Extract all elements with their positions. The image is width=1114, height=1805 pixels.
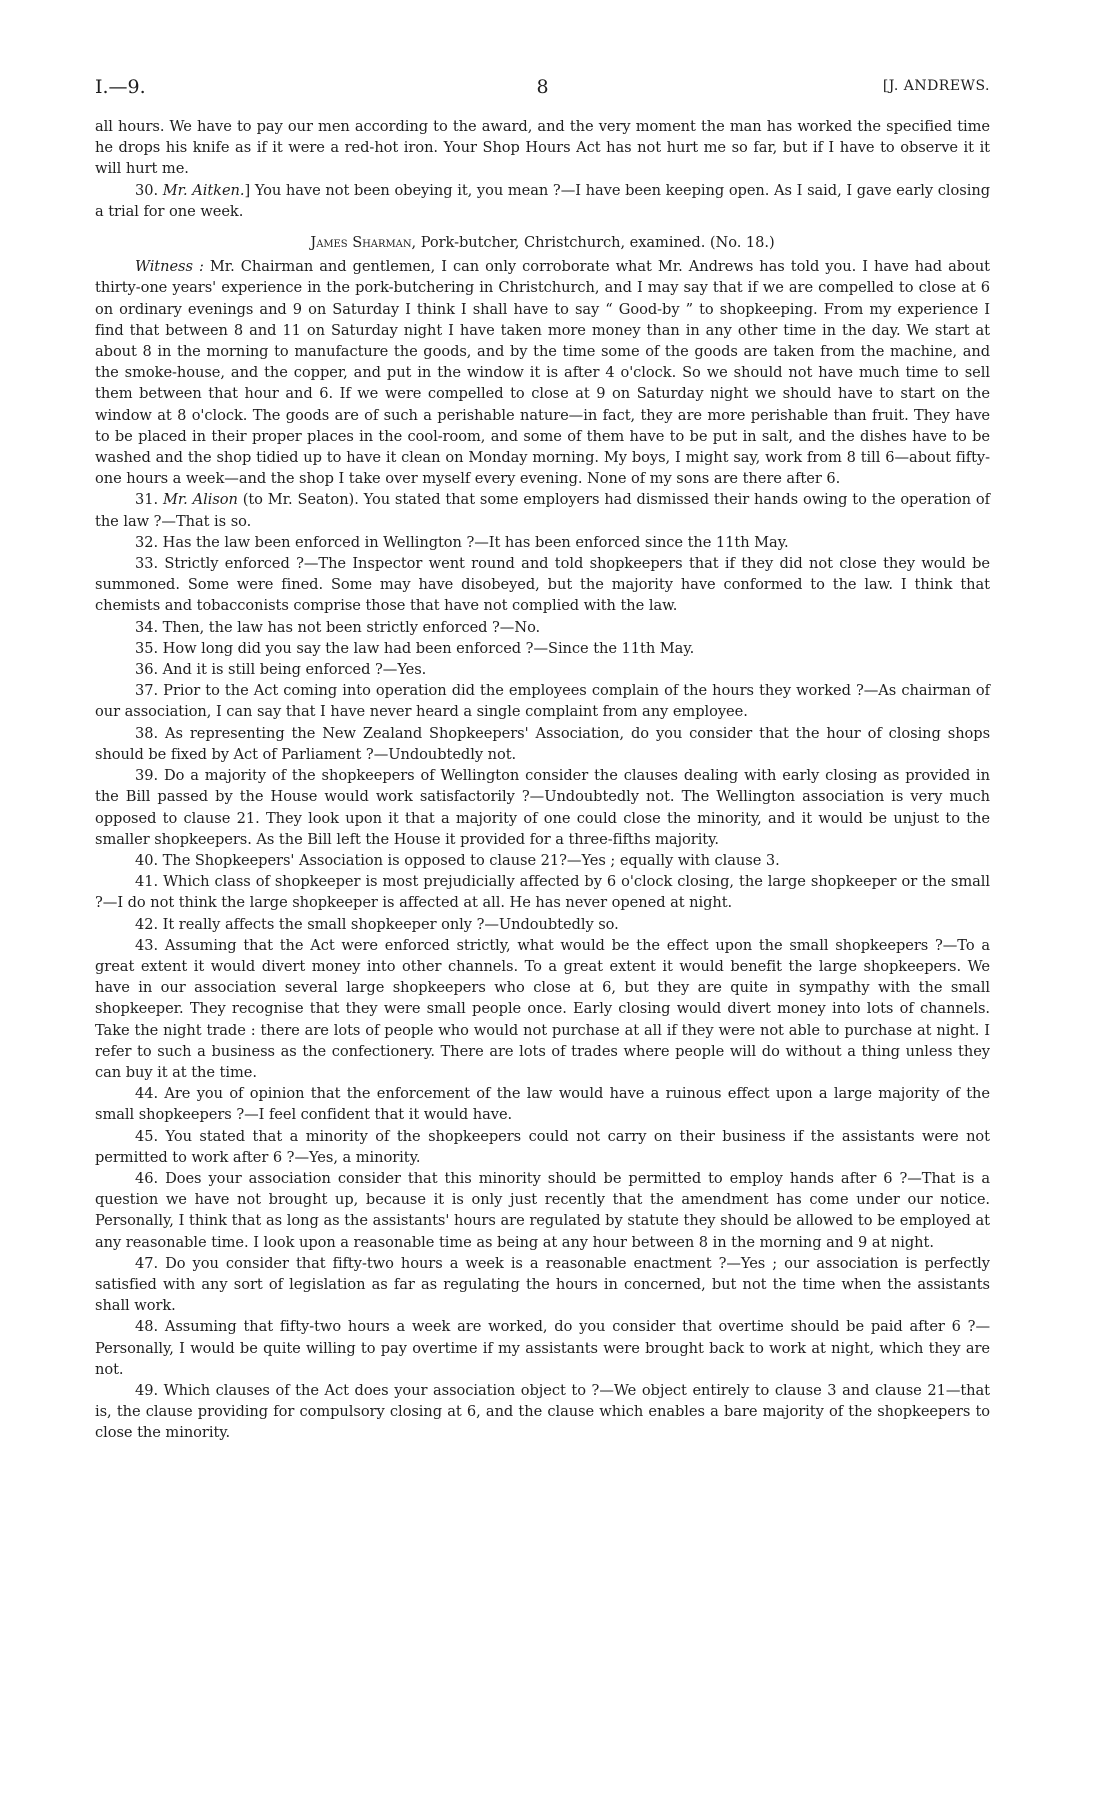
paragraph-text: Assuming that fifty-two hours a week are worked, do you consider that overtime should be paid after 6 ?—Personally, I would be quite willing to pay overtime if my assistants were brought back to work at night, which they are not.: [95, 1318, 990, 1378]
paragraph-text: And it is still being enforced ?—Yes.: [162, 661, 427, 679]
document-body: [95, 116, 990, 1444]
witness-label: Witness :: [135, 258, 204, 276]
testimony-paragraph: [95, 180, 990, 222]
testimony-paragraph: [95, 1380, 990, 1444]
testimony-paragraph: [95, 617, 990, 638]
paragraph-text: Do a majority of the shopkeepers of Wellington consider the clauses dealing with early closing as provided in the Bill passed by the House would work satisfactorily ?—Undoubtedly not. The Wellington association is very much opposed to clause 21. They look upon it that a majority of one could close the minority, and it would be unjust to the smaller shopkeepers. As the Bill left the House it provided for a three-fifths majority.: [95, 767, 990, 848]
speaker-name: Mr. Alison: [162, 491, 238, 509]
page-header: [95, 76, 990, 106]
testimony-paragraph: [95, 914, 990, 935]
question-number: 43.: [135, 936, 159, 954]
speaker-name: Mr. Aitken.: [162, 181, 245, 199]
testimony-paragraph: [95, 553, 990, 617]
question-number: 38.: [135, 724, 159, 742]
testimony-paragraph: [95, 765, 990, 850]
question-number: 41.: [135, 873, 159, 891]
page-number: 8: [536, 76, 549, 98]
question-number: 45.: [135, 1127, 159, 1145]
paragraph-text: ] You have not been obeying it, you mean ?—I have been keeping open. As I said, I gave early closing a trial for one week.: [95, 181, 990, 220]
testimony-paragraph: [95, 532, 990, 553]
question-number: 47.: [135, 1254, 159, 1272]
question-number: 39.: [135, 767, 159, 785]
paragraph-text: Has the law been enforced in Wellington ?—It has been enforced since the 11th May.: [162, 533, 789, 551]
witness-running-head: [J. ANDREWS.: [882, 78, 990, 94]
question-number: 35.: [135, 639, 159, 657]
testimony-paragraph: [95, 680, 990, 722]
paragraph-text: Strictly enforced ?—The Inspector went round and told shopkeepers that if they did not close they would be summoned. Some were fined. Some may have disobeyed, but the majority have conformed to the law. I think that chemists and tobacconists comprise those that have not complied with the law.: [95, 555, 991, 615]
paragraph-text: Which clauses of the Act does your association object to ?—We object entirely to clause 3 and clause 21—that is, the clause providing for compulsory closing at 6, and the clause which enables a bare majority of the shopkeepers to close the minority.: [95, 1381, 990, 1442]
testimony-paragraph: [95, 256, 990, 489]
paragraph-text: Assuming that the Act were enforced strictly, what would be the effect upon the small shopkeepers ?—To a great extent it would divert money into other channels. To a great extent it would benefit the large shopkeepers. We have in our association several large shopkeepers who close at 6, but they are quite in sympathy with the small shopkeeper. They recognise that they were small people once. Early closing would divert money into lots of channels. Take the night trade : there are lots of people who would not purchase at all if they were not able to purchase at night. I refer to such a business as the confectionery. There are lots of trades where people will do without a thing unless they can buy it at the time.: [95, 936, 990, 1081]
paragraph-text: You stated that a minority of the shopkeepers could not carry on their business if the assistants were not permitted to work after 6 ?—Yes, a minority.: [95, 1127, 990, 1166]
question-number: 48.: [135, 1318, 159, 1336]
witness-heading: [95, 232, 990, 253]
paragraph-text: As representing the New Zealand Shopkeepers' Association, do you consider that the hour of closing shops should be fixed by Act of Parliament ?—Undoubtedly not.: [95, 724, 991, 763]
testimony-paragraph: [95, 850, 990, 871]
question-number: 33.: [135, 555, 159, 573]
paragraph-text: Do you consider that fifty-two hours a week is a reasonable enactment ?—Yes ; our association is perfectly satisfied with any sort of legislation as far as regulating the hours in concerned, but not the time when the assistants shall work.: [95, 1254, 990, 1315]
paragraph-text: Prior to the Act coming into operation did the employees complain of the hours they worked ?—As chairman of our association, I can say that I have never heard a single complaint from any employee.: [95, 682, 990, 721]
question-number: 30.: [135, 181, 159, 199]
testimony-paragraph: [95, 1126, 990, 1168]
testimony-paragraph: [95, 935, 990, 1083]
paragraph-text: How long did you say the law had been enforced ?—Since the 11th May.: [162, 639, 695, 657]
testimony-paragraph: [95, 723, 990, 765]
question-number: 46.: [135, 1169, 159, 1187]
paragraph-text: (to Mr. Seaton). You stated that some employers had dismissed their hands owing to the operation of the law ?—That is so.: [95, 491, 990, 530]
testimony-paragraph: [95, 638, 990, 659]
document-page: [95, 76, 990, 1444]
question-number: 31.: [135, 491, 159, 509]
testimony-paragraph: [95, 659, 990, 680]
question-number: 36.: [135, 661, 159, 679]
witness-name: James Sharman: [310, 234, 412, 252]
witness-description: , Pork-butcher, Christchurch, examined. (No. 18.): [411, 234, 775, 252]
paragraph-text: all hours. We have to pay our men according to the award, and the very moment the man has worked the specified time he drops his knife as if it were a red-hot iron. Your Shop Hours Act has not hurt me so far, but if I have to observe it it will hurt me.: [95, 118, 990, 178]
question-number: 44.: [135, 1085, 159, 1103]
question-number: 34.: [135, 618, 159, 636]
document-code: I.—9.: [95, 76, 146, 98]
paragraph-text: Then, the law has not been strictly enforced ?—No.: [162, 618, 541, 636]
testimony-paragraph: [95, 1253, 990, 1317]
paragraph-text: Which class of shopkeeper is most prejudicially affected by 6 o'clock closing, the large shopkeeper or the small ?—I do not think the large shopkeeper is affected at all. He has never opened at night.: [95, 873, 991, 912]
paragraph-text: Mr. Chairman and gentlemen, I can only corroborate what Mr. Andrews has told you. I have had about thirty-one years' experience in the pork-butchering in Christchurch, and I may say that if we are compelled to close at 6 on ordinary evenings and 9 on Saturday I think I shall have to say “ Good-by ” to shopkeeping. From my experience I find that between 8 and 11 on Saturday night I have taken more money than in any other time in the day. We start at about 8 in the morning to manufacture the goods, and by the time some of the goods are taken from the machine, and the smoke-house, and the copper, and put in the window it is after 4 o'clock. So we should not have much time to sell them between that hour and 6. If we were compelled to close at 9 on Saturday night we should have to start on the window at 8 o'clock. The goods are of such a perishable nature—in fact, they are more perishable than fruit. They have to be placed in their proper places in the cool-room, and some of them have to be put in salt, and the dishes have to be washed and the shop tidied up to have it clean on Monday morning. My boys, I might say, work from 8 till 6—about fifty-one hours a week—and the shop I take over myself every evening. None of my sons are there after 6.: [95, 258, 990, 488]
question-number: 40.: [135, 851, 159, 869]
testimony-paragraph: [95, 116, 990, 180]
question-number: 32.: [135, 533, 159, 551]
paragraph-text: Are you of opinion that the enforcement of the law would have a ruinous effect upon a large majority of the small shopkeepers ?—I feel confident that it would have.: [95, 1085, 990, 1124]
testimony-paragraph: [95, 1083, 990, 1125]
question-number: 37.: [135, 682, 159, 700]
paragraph-text: Does your association consider that this minority should be permitted to employ hands after 6 ?—That is a question we have not brought up, because it is only just recently that the amendment has come under our notice. Personally, I think that as long as the assistants' hours are regulated by statute they should be allowed to be employed at any reasonable time. I look upon a reasonable time as being at any hour between 8 in the morning and 9 at night.: [95, 1169, 990, 1251]
testimony-paragraph: [95, 489, 990, 531]
paragraph-text: It really affects the small shopkeeper only ?—Undoubtedly so.: [162, 915, 619, 933]
testimony-paragraph: [95, 1168, 990, 1253]
question-number: 42.: [135, 915, 159, 933]
testimony-paragraph: [95, 871, 990, 913]
question-number: 49.: [135, 1381, 159, 1399]
testimony-paragraph: [95, 1316, 990, 1380]
paragraph-text: The Shopkeepers' Association is opposed to clause 21?—Yes ; equally with clause 3.: [162, 851, 780, 869]
